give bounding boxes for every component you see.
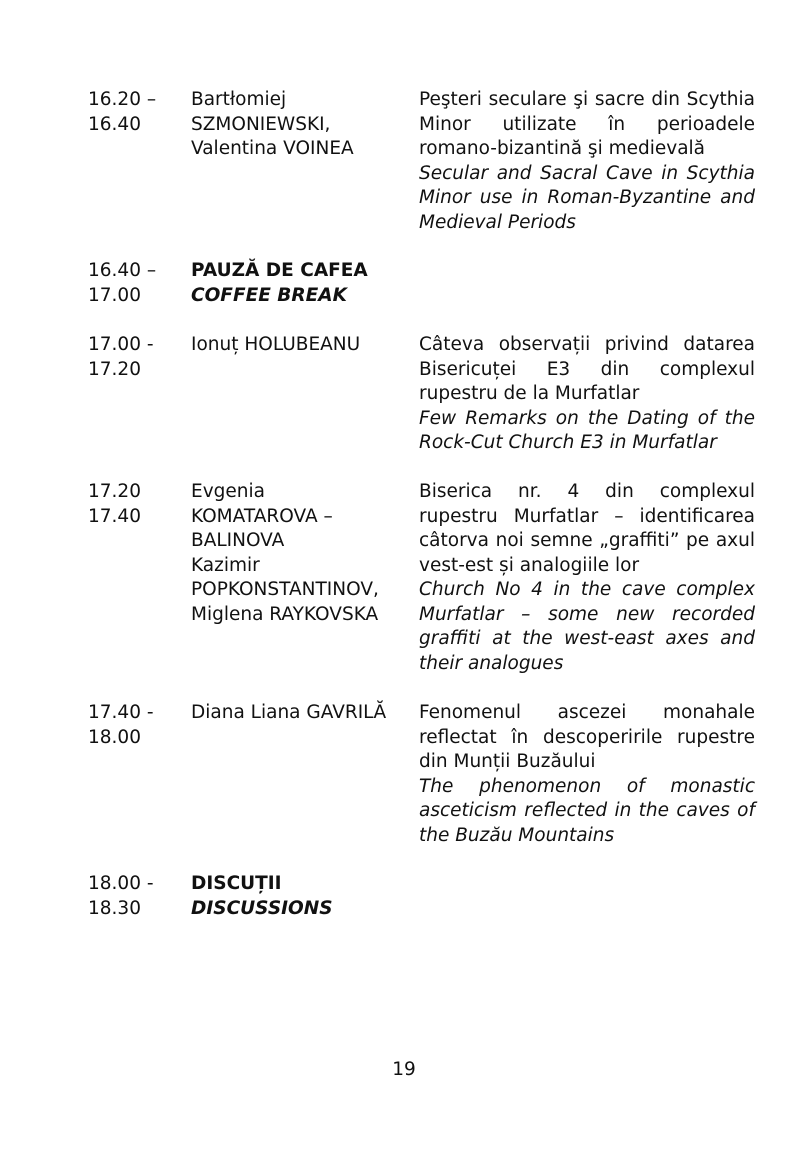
title-english: The phenomenon of monastic asceticism reflected in the caves of the Buzău Mountains	[419, 775, 755, 846]
time-end: 17.00	[88, 284, 141, 306]
break-label-english: DISCUSSIONS	[191, 897, 333, 919]
time-end: 18.30	[88, 897, 141, 919]
break-label	[191, 872, 411, 921]
title-romanian: Peşteri seculare şi sacre din Scythia Minor utilizate în perioadele romano-bizantină şi medievală	[419, 89, 755, 159]
speaker-names	[191, 701, 411, 726]
speaker-names	[191, 333, 411, 358]
speaker-line: Ionuț HOLUBEANU	[191, 334, 361, 355]
presentation-title	[419, 480, 755, 676]
speaker-line: KOMATAROVA –	[191, 505, 333, 527]
time-end: 17.40	[88, 505, 141, 527]
speaker-line: Kazimir	[191, 554, 260, 576]
time-slot	[88, 333, 183, 382]
time-start: 16.40 –	[88, 260, 157, 281]
break-label	[191, 259, 411, 308]
speaker-line: Bartłomiej	[191, 89, 287, 110]
time-start: 18.00 -	[88, 873, 154, 894]
speaker-line: BALINOVA	[191, 530, 285, 551]
title-romanian: Fenomenul ascezei monahale reflectat în descoperirile rupestre din Munții Buzăului	[419, 702, 755, 772]
time-end: 17.20	[88, 358, 141, 380]
title-english: Few Remarks on the Dating of the Rock-Cut Church E3 in Murfatlar	[419, 407, 755, 453]
time-start: 16.20 –	[88, 89, 157, 110]
presentation-title	[419, 88, 755, 235]
time-start: 17.20	[88, 481, 141, 502]
title-english: Secular and Sacral Cave in Scythia Minor use in Roman-Byzantine and Medieval Periods	[419, 162, 755, 233]
speaker-line: POPKONSTANTINOV,	[191, 579, 379, 600]
break-label-romanian: DISCUȚII	[191, 873, 282, 894]
time-end: 18.00	[88, 726, 141, 748]
page-number: 19	[392, 1059, 416, 1080]
time-start: 17.00 -	[88, 334, 154, 355]
time-end: 16.40	[88, 113, 141, 135]
speaker-line: Evgenia	[191, 481, 265, 502]
title-romanian: Câteva observații privind datarea Bisericuței E3 din complexul rupestru de la Murfatlar	[419, 334, 755, 404]
time-slot	[88, 701, 183, 750]
time-start: 17.40 -	[88, 702, 154, 723]
time-slot	[88, 872, 183, 921]
presentation-title	[419, 701, 755, 848]
speaker-names	[191, 480, 411, 627]
break-label-romanian: PAUZĂ DE CAFEA	[191, 260, 368, 281]
break-label-english: COFFEE BREAK	[191, 284, 347, 306]
time-slot	[88, 480, 183, 529]
speaker-line: Miglena RAYKOVSKA	[191, 603, 379, 625]
speaker-names	[191, 88, 411, 162]
presentation-title	[419, 333, 755, 456]
time-slot	[88, 88, 183, 137]
time-slot	[88, 259, 183, 308]
speaker-line: Valentina VOINEA	[191, 138, 354, 159]
speaker-line: Diana Liana GAVRILĂ	[191, 702, 387, 723]
speaker-line: SZMONIEWSKI,	[191, 113, 331, 135]
title-romanian: Biserica nr. 4 din complexul rupestru Murfatlar – identificarea câtorva noi semne „graffiti” pe axul vest-est și analogiile lor	[419, 481, 755, 576]
title-english: Church No 4 in the cave complex Murfatlar – some new recorded graffiti at the west-east axes and their analogues	[419, 579, 755, 674]
